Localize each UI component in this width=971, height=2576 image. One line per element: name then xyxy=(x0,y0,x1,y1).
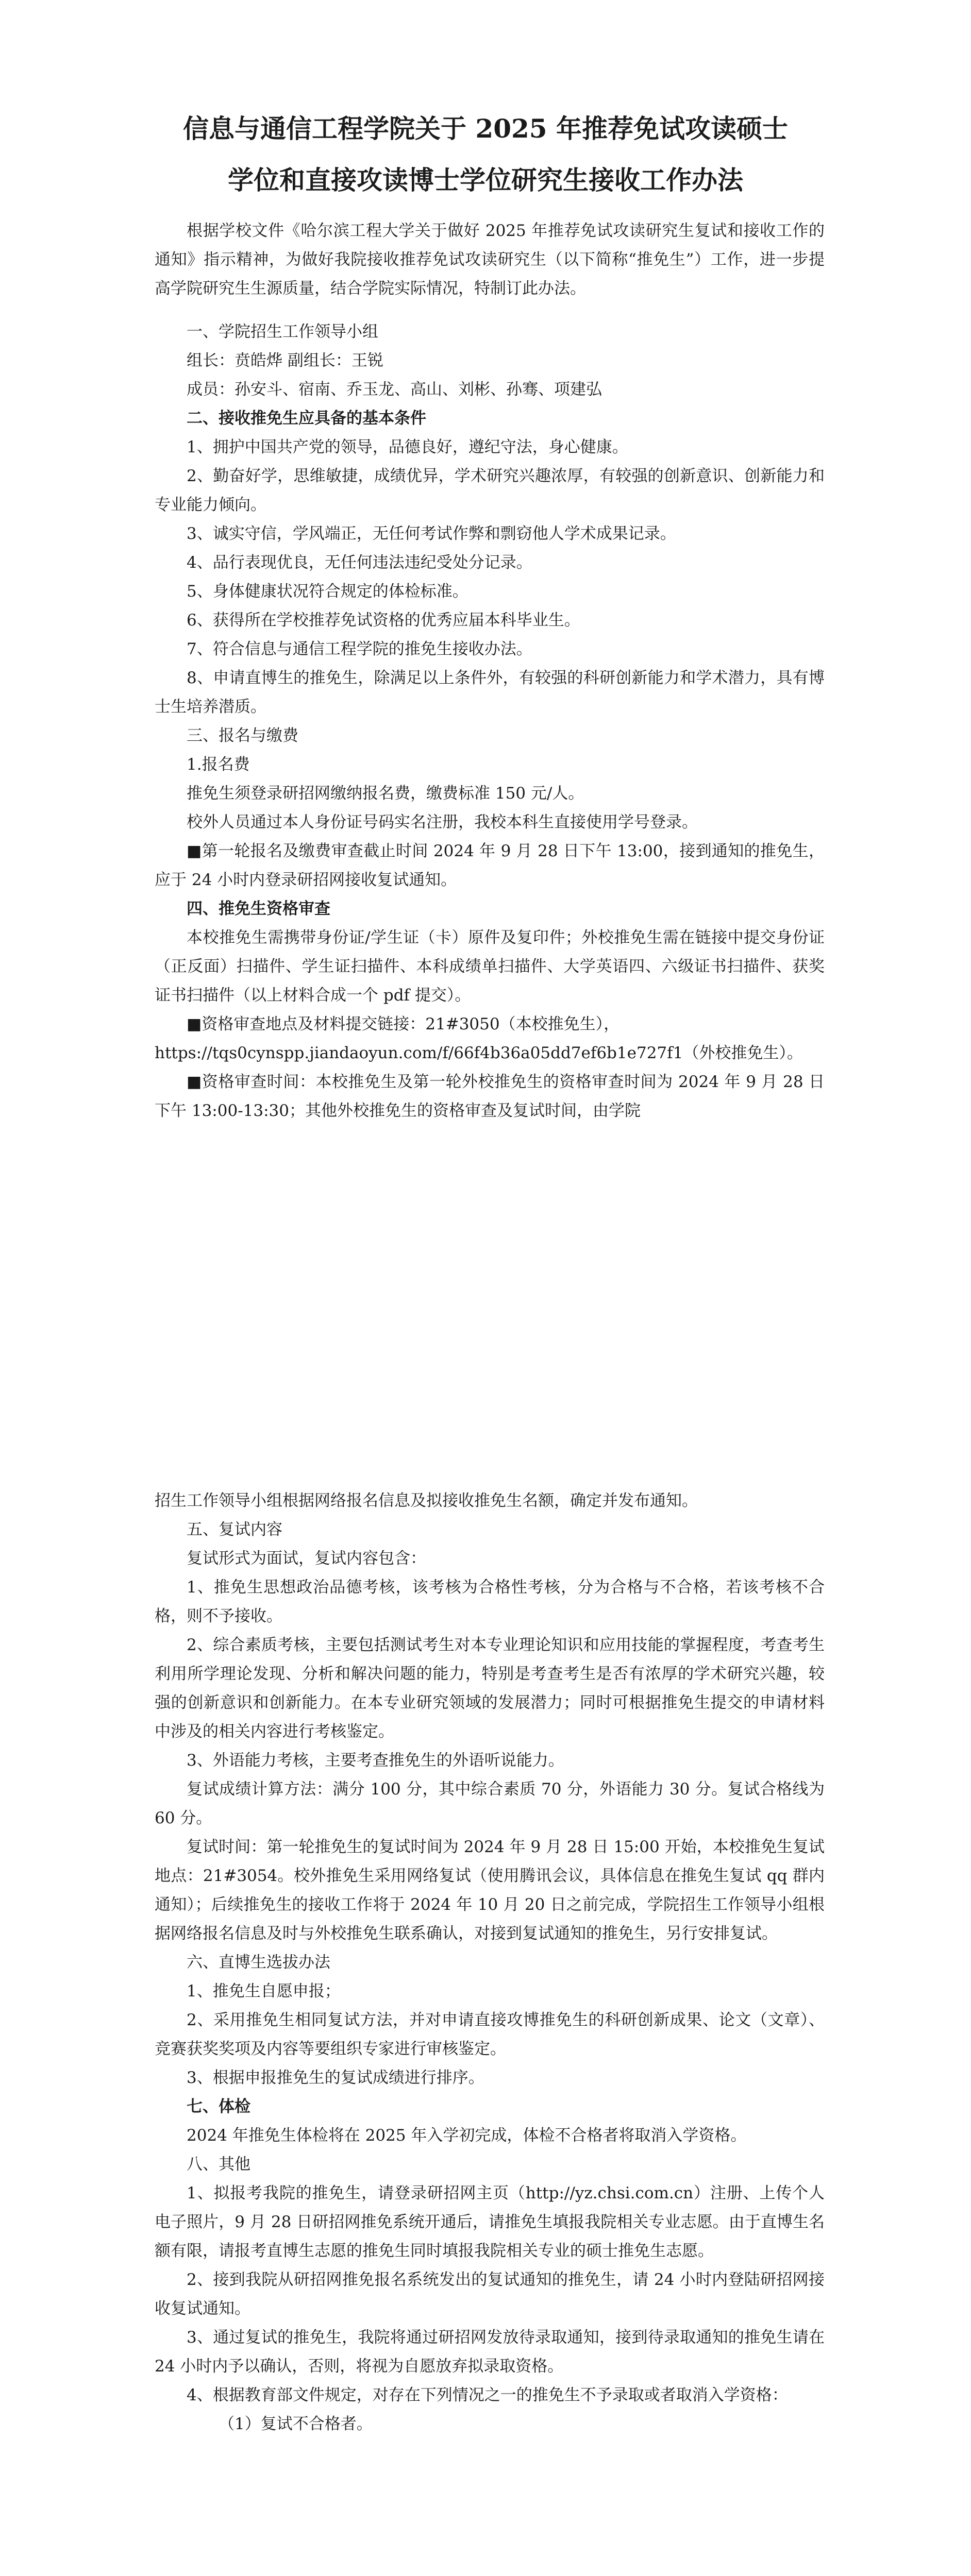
section-2-item: 1、拥护中国共产党的领导，品德良好，遵纪守法，身心健康。 xyxy=(187,438,628,456)
section-4-paragraph: ■资格审查时间：本校推免生及第一轮外校推免生的资格审查时间为 2024 年 9 月 28 日下午 13:00-13:30；其他外校推免生的资格审查及复试时间，由学院 xyxy=(155,1073,825,1120)
section-5-paragraph: 2、综合素质考核，主要包括测试考生对本专业理论知识和应用技能的掌握程度，考查考生利用所学理论发现、分析和解决问题的能力，特别是考查考生是否有浓厚的学术研究兴趣，较强的创新意识和创新能力。在本专业研究领域的发展潜力；同时可根据推免生提交的申请材料中涉及的相关内容进行考核鉴定。 xyxy=(155,1636,825,1741)
body-block-1 xyxy=(155,216,825,1125)
section-6-heading: 六、直博生选拔办法 xyxy=(187,1953,330,1972)
section-8-heading: 八、其他 xyxy=(187,2155,250,2174)
section-6-paragraph: 1、推免生自愿申报； xyxy=(187,1982,341,2001)
section-1-leader: 组长：贲皓烨 副组长：王锐 xyxy=(187,351,383,370)
section-3-subheading: 1.报名费 xyxy=(187,755,250,774)
section-3-paragraph: 推免生须登录研招网缴纳报名费，缴费标准 150 元/人。 xyxy=(187,784,584,803)
section-2-item: 7、符合信息与通信工程学院的推免生接收办法。 xyxy=(187,640,532,658)
intro-paragraph: 根据学校文件《哈尔滨工程大学关于做好 2025 年推荐免试攻读研究生复试和接收工作的通知》指示精神，为做好我院接收推荐免试攻读研究生（以下简称“推免生”）工作，进一步提高学院研究生生源质量，结合学院实际情况，特制订此办法。 xyxy=(155,222,825,298)
section-8-paragraph: 4、根据教育部文件规定，对存在下列情况之一的推免生不予录取或者取消入学资格： xyxy=(187,2386,788,2404)
section-2-item: 4、品行表现优良，无任何违法违纪受处分记录。 xyxy=(187,553,532,572)
section-2-item: 8、申请直博生的推免生，除满足以上条件外，有较强的科研创新能力和学术潜力，具有博士生培养潜质。 xyxy=(155,669,825,716)
section-7-heading: 七、体检 xyxy=(187,2097,250,2116)
section-5-paragraph: 复试成绩计算方法：满分 100 分，其中综合素质 70 分，外语能力 30 分。复试合格线为 60 分。 xyxy=(155,1780,825,1827)
section-5-paragraph: 复试时间：第一轮推免生的复试时间为 2024 年 9 月 28 日 15:00 开始，本校推免生复试地点：21#3054。校外推免生采用网络复试（使用腾讯会议，具体信息在推免生复试 qq 群内通知）；后续推免生的接收工作将于 2024 年 10 月 20 日之前完成，学院招生工作领导小组根据网络报名信息及时与外校推免生联系确认，对接到复试通知的推免生，另行安排复试。 xyxy=(155,1838,825,1943)
section-4-heading: 四、推免生资格审查 xyxy=(187,900,330,918)
section-3-paragraph: 校外人员通过本人身份证号码实名注册，我校本科生直接使用学号登录。 xyxy=(187,813,698,832)
section-2-item: 6、获得所在学校推荐免试资格的优秀应届本科毕业生。 xyxy=(187,611,580,630)
section-4-paragraph: 本校推免生需携带身份证/学生证（卡）原件及复印件；外校推免生需在链接中提交身份证（正反面）扫描件、学生证扫描件、本科成绩单扫描件、大学英语四、六级证书扫描件、获奖证书扫描件（以上材料合成一个 pdf 提交）。 xyxy=(155,928,825,1005)
section-2-item: 3、诚实守信，学风端正，无任何考试作弊和剽窃他人学术成果记录。 xyxy=(187,524,676,543)
section-2-heading: 二、接收推免生应具备的基本条件 xyxy=(187,409,426,428)
section-4-paragraph-continued: 招生工作领导小组根据网络报名信息及拟接收推免生名额，确定并发布通知。 xyxy=(155,1492,698,1510)
section-2-item: 2、勤奋好学，思维敏捷，成绩优异，学术研究兴趣浓厚，有较强的创新意识、创新能力和专业能力倾向。 xyxy=(155,467,825,514)
section-1-members: 成员：孙安斗、宿南、乔玉龙、高山、刘彬、孙骞、项建弘 xyxy=(187,380,602,399)
section-6-paragraph: 3、根据申报推免生的复试成绩进行排序。 xyxy=(187,2069,484,2087)
section-5-paragraph: 1、推免生思想政治品德考核，该考核为合格性考核，分为合格与不合格，若该考核不合格，则不予接收。 xyxy=(155,1578,825,1625)
section-5-heading: 五、复试内容 xyxy=(187,1520,282,1539)
submission-link[interactable]: https://tqs0cynspp.jiandaoyun.com/f/66f4b36a05dd7ef6b1e727f1（外校推免生）。 xyxy=(155,1044,803,1062)
section-5-paragraph: 复试形式为面试，复试内容包含： xyxy=(187,1549,426,1568)
section-5-paragraph: 3、外语能力考核，主要考查推免生的外语听说能力。 xyxy=(187,1751,564,1770)
section-8-paragraph: 2、接到我院从研招网推免报名系统发出的复试通知的推免生，请 24 小时内登陆研招网接收复试通知。 xyxy=(155,2270,825,2318)
section-3-paragraph: ■第一轮报名及缴费审查截止时间 2024 年 9 月 28 日下午 13:00，接到通知的推免生，应于 24 小时内登录研招网接收复试通知。 xyxy=(155,842,825,889)
section-6-paragraph: 2、采用推免生相同复试方法，并对申请直接攻博推免生的科研创新成果、论文（文章）、竞赛获奖奖项及内容等要组织专家进行审核鉴定。 xyxy=(155,2011,825,2058)
body-block-2 xyxy=(155,1486,825,2438)
section-4-paragraph: ■资格审查地点及材料提交链接：21#3050（本校推免生）， xyxy=(187,1015,620,1033)
title-line-1: 信息与通信工程学院关于 2025 年推荐免试攻读硕士 xyxy=(183,113,788,144)
section-3-heading: 三、报名与缴费 xyxy=(187,726,298,745)
section-8-paragraph: 3、通过复试的推免生，我院将通过研招网发放待录取通知，接到待录取通知的推免生请在 24 小时内予以确认，否则，将视为自愿放弃拟录取资格。 xyxy=(155,2328,825,2376)
section-8-paragraph: 1、拟报考我院的推免生，请登录研招网主页（http://yz.chsi.com.cn）注册、上传个人电子照片，9 月 28 日研招网推免系统开通后，请推免生填报我院相关专业志愿。由于直博生名额有限，请报考直博生志愿的推免生同时填报我院相关专业的硕士推免生志愿。 xyxy=(155,2184,825,2260)
section-7-paragraph: 2024 年推免生体检将在 2025 年入学初完成，体检不合格者将取消入学资格。 xyxy=(187,2126,747,2145)
document-title xyxy=(103,103,868,206)
disqualify-item: （1）复试不合格者。 xyxy=(219,2415,373,2433)
section-1-heading: 一、学院招生工作领导小组 xyxy=(187,323,378,341)
title-line-2: 学位和直接攻读博士学位研究生接收工作办法 xyxy=(228,165,743,195)
section-2-item: 5、身体健康状况符合规定的体检标准。 xyxy=(187,582,468,601)
